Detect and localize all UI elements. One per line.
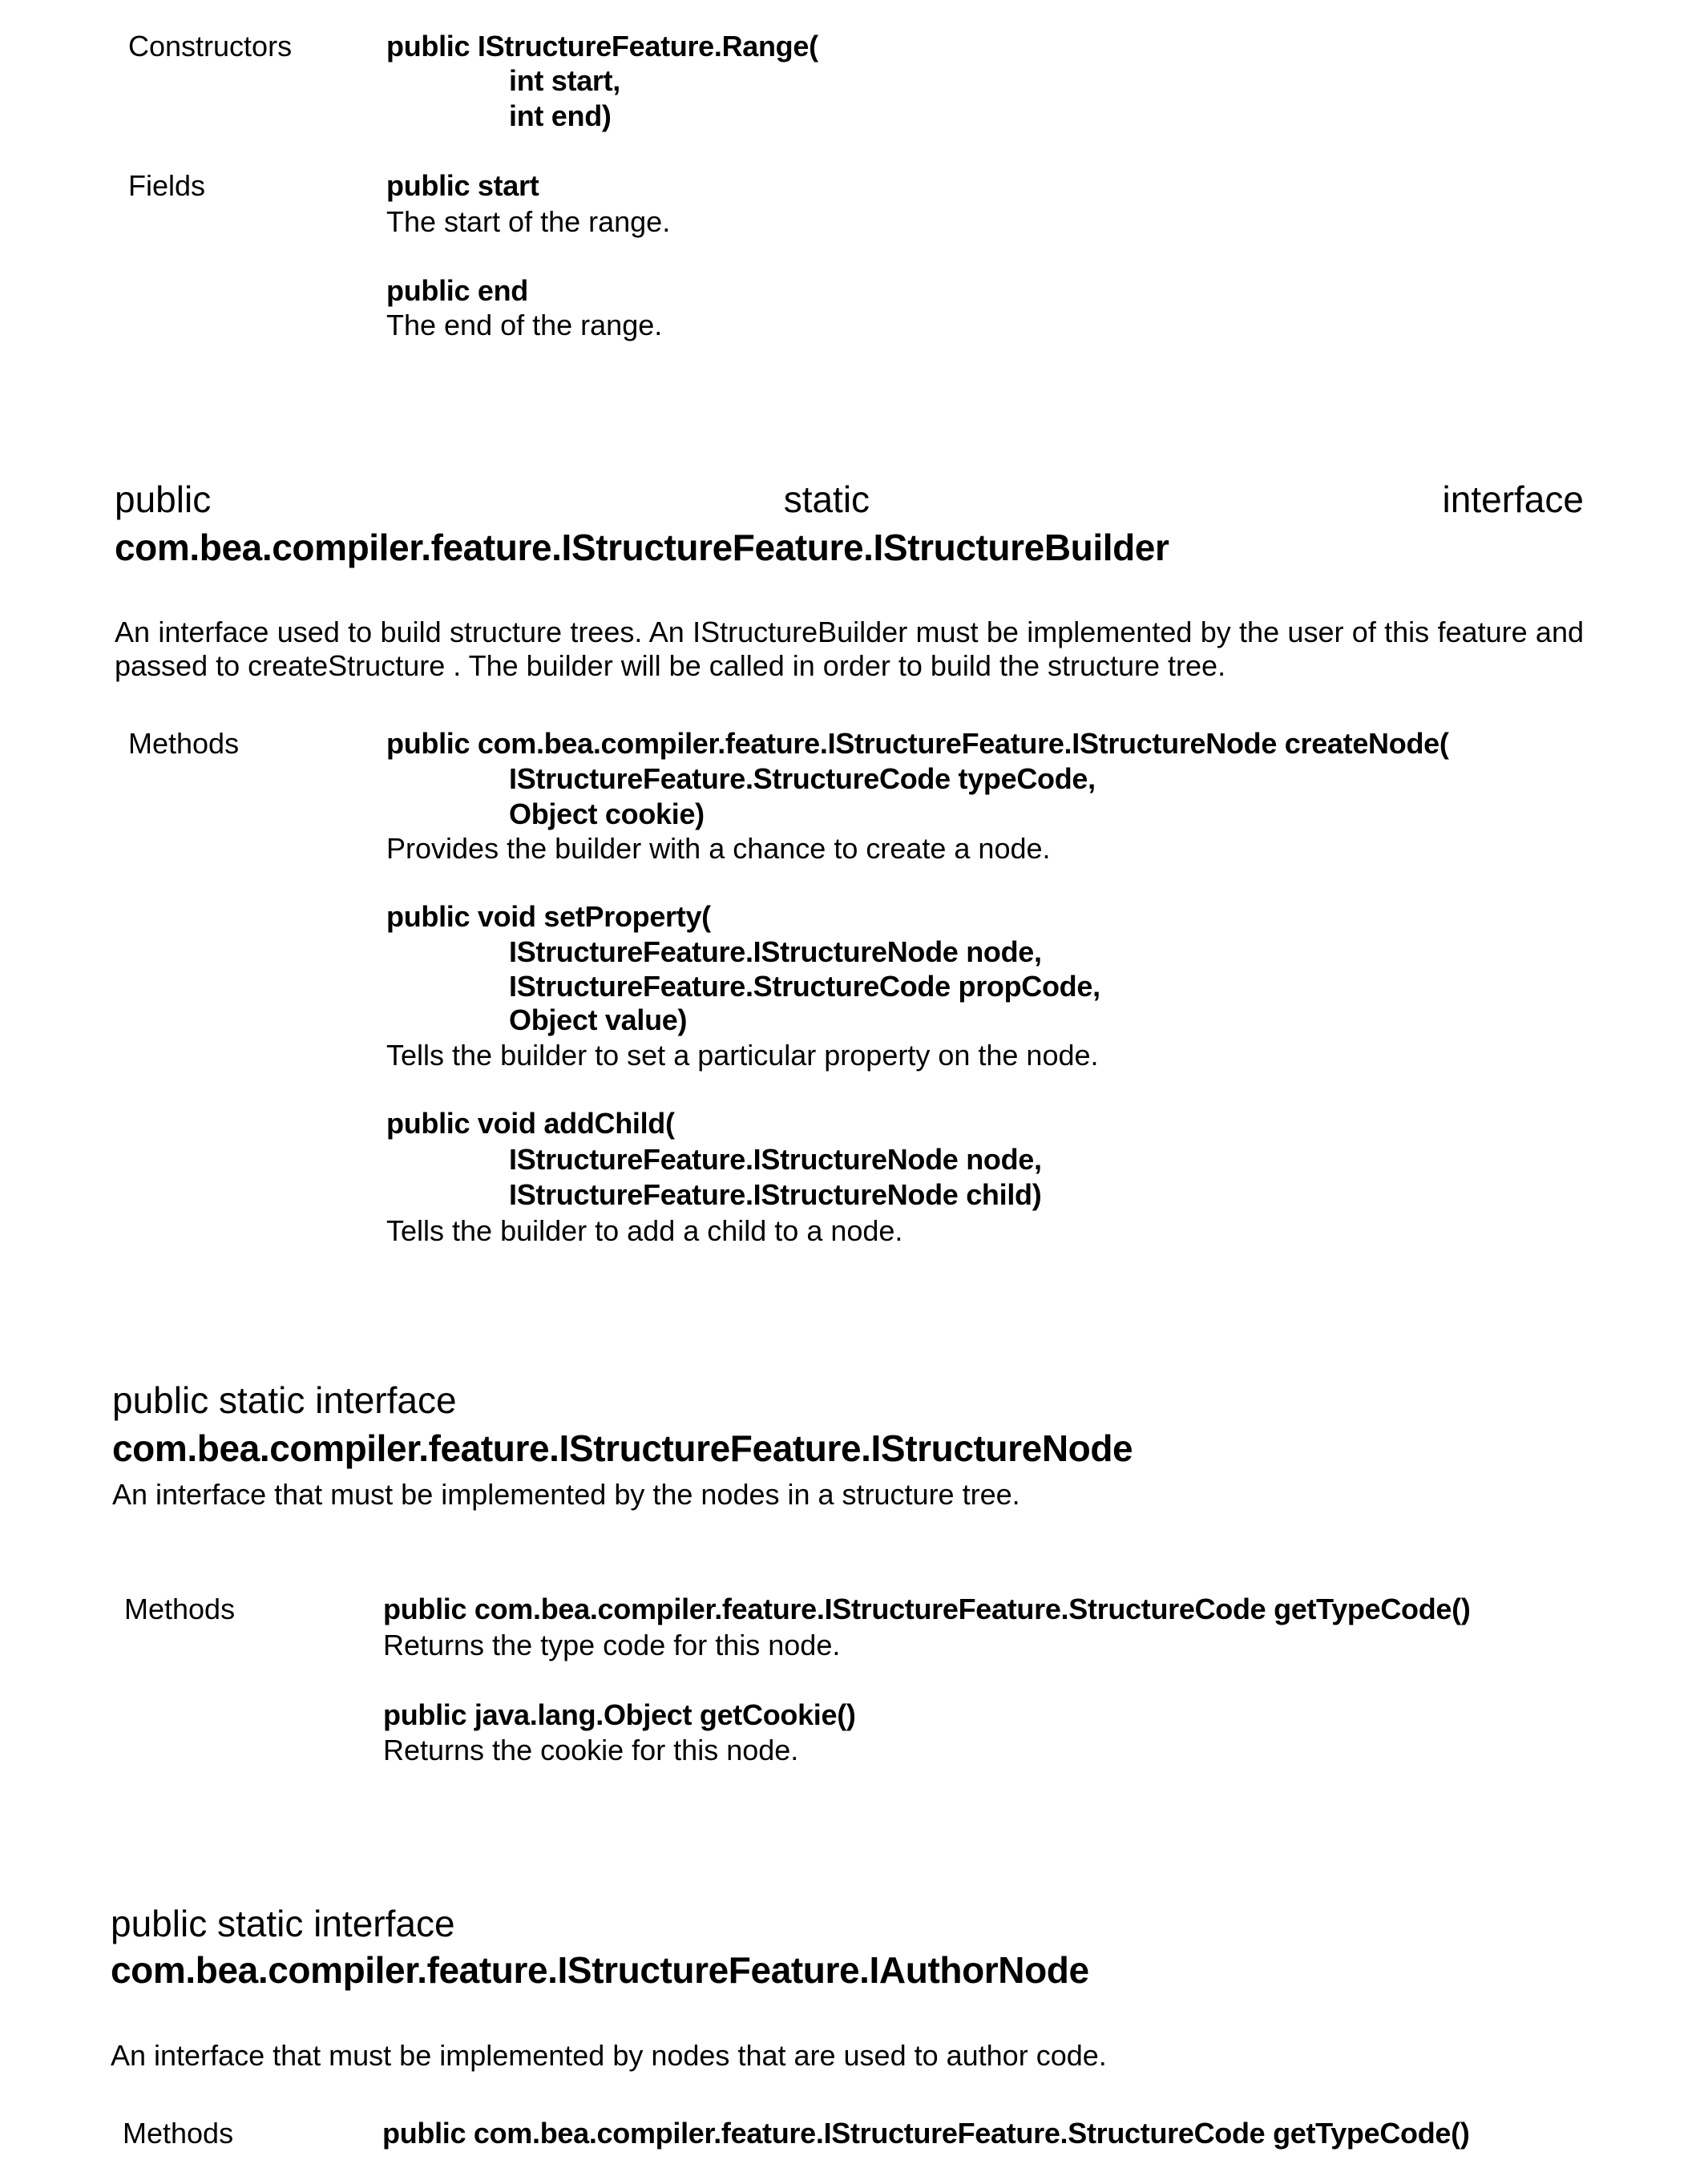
method-param: IStructureFeature.IStructureNode node,	[509, 935, 1042, 968]
methods-label: Methods	[123, 2117, 234, 2150]
method-param: IStructureFeature.StructureCode typeCode,	[509, 762, 1096, 795]
field-description: The end of the range.	[386, 309, 663, 341]
method-signature: public com.bea.compiler.feature.IStructureFeature.StructureCode getTypeCode()	[382, 2117, 1470, 2150]
heading-word: public	[115, 478, 212, 520]
method-signature: public void setProperty(	[386, 900, 711, 933]
interface-heading-modifiers	[115, 478, 1584, 520]
method-description: Tells the builder to set a particular property on the node.	[386, 1039, 1099, 1072]
interface-heading-name: com.bea.compiler.feature.IStructureFeature.IAuthorNode	[111, 1949, 1089, 1991]
field-signature: public start	[386, 169, 539, 202]
interface-heading-modifiers: public static interface	[112, 1379, 457, 1421]
field-description: The start of the range.	[386, 205, 671, 238]
constructor-param: int end)	[509, 99, 612, 132]
method-description: Tells the builder to add a child to a node.	[386, 1214, 903, 1247]
method-description: Returns the cookie for this node.	[383, 1734, 799, 1766]
interface-heading-name: com.bea.compiler.feature.IStructureFeature.IStructureNode	[112, 1427, 1133, 1469]
method-param: IStructureFeature.StructureCode propCode,	[509, 970, 1100, 1003]
heading-word: static	[783, 478, 870, 520]
method-description: Provides the builder with a chance to create a node.	[386, 832, 1051, 865]
constructors-label: Constructors	[128, 30, 293, 63]
method-param: IStructureFeature.IStructureNode node,	[509, 1143, 1042, 1176]
interface-heading-modifiers: public static interface	[111, 1903, 455, 1944]
method-param: Object cookie)	[509, 797, 705, 830]
method-signature: public java.lang.Object getCookie()	[383, 1698, 856, 1731]
heading-word: interface	[1442, 478, 1584, 520]
interface-heading-name: com.bea.compiler.feature.IStructureFeature.IStructureBuilder	[115, 527, 1169, 568]
methods-label: Methods	[128, 727, 240, 760]
method-signature: public void addChild(	[386, 1107, 675, 1140]
interface-description: An interface that must be implemented by nodes that are used to author code.	[111, 2039, 1107, 2072]
constructor-param: int start,	[509, 64, 621, 97]
method-signature: public com.bea.compiler.feature.IStructureFeature.StructureCode getTypeCode()	[383, 1593, 1471, 1625]
interface-description: An interface that must be implemented by the nodes in a structure tree.	[112, 1478, 1020, 1511]
methods-label: Methods	[124, 1593, 236, 1625]
method-signature: public com.bea.compiler.feature.IStructureFeature.IStructureNode createNode(	[386, 727, 1449, 760]
method-param: Object value)	[509, 1003, 688, 1036]
constructor-signature: public IStructureFeature.Range(	[386, 30, 818, 63]
fields-label: Fields	[128, 169, 206, 202]
method-description: Returns the type code for this node.	[383, 1629, 841, 1661]
method-param: IStructureFeature.IStructureNode child)	[509, 1178, 1042, 1211]
interface-description: An interface used to build structure trees. An IStructureBuilder must be implemented by the user of this feature and passed to createStructure . The builder will be called in order to build the structure tree.	[115, 616, 1584, 682]
field-signature: public end	[386, 274, 529, 307]
